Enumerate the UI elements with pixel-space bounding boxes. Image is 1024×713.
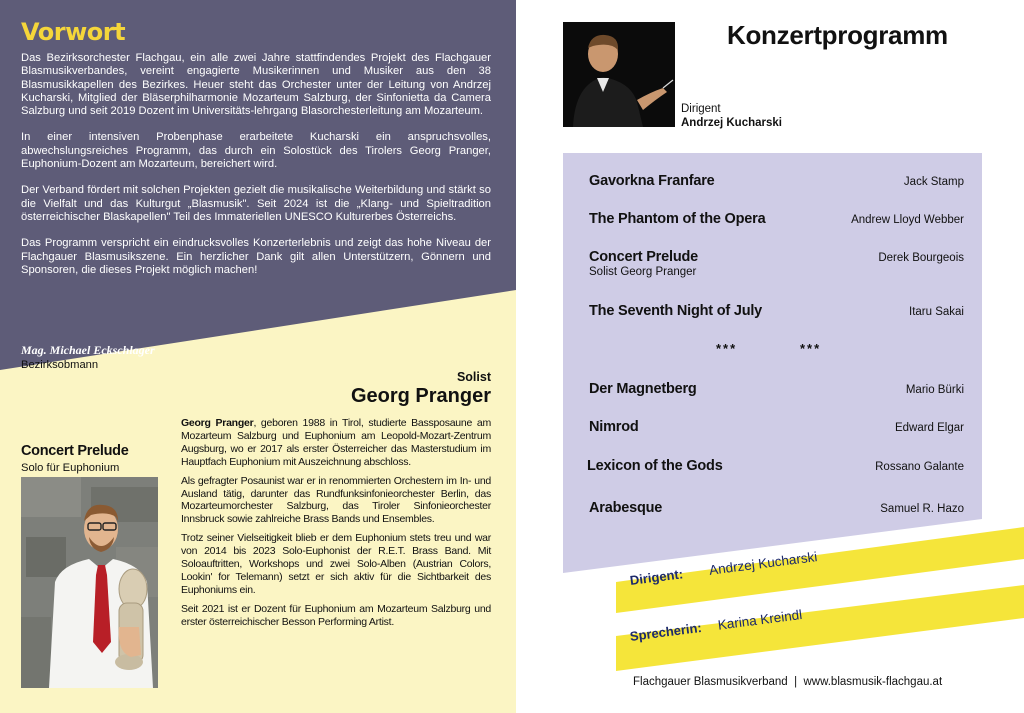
solist-biography — [181, 417, 491, 635]
piece-composer: Derek Bourgeois — [878, 252, 964, 264]
program-item-3 — [589, 249, 964, 278]
dirigent-label: Dirigent — [681, 103, 721, 115]
signature — [21, 343, 155, 371]
bio-paragraph-3: Trotz seiner Vielseitigkeit blieb er dem Euphonium stets treu und war von 2014 bis 2023 Solo-Euphonist der R.E.T. Brass Band. Mit Soloauftritten, Workshops und zwei Solo-Alben (Austrian Colors, Lookin' for Telemann) setzt er sich aktiv für die Sichtbarkeit des Euphoniums ein. — [181, 532, 491, 596]
piece-composer: Samuel R. Hazo — [880, 503, 964, 515]
solist-photo — [21, 477, 158, 688]
solist-photo-illustration — [21, 477, 158, 688]
dirigent-caption — [681, 102, 782, 130]
piece-title-group — [589, 249, 698, 278]
page-title: Konzertprogramm — [727, 20, 948, 50]
bio-paragraph-2: Als gefragter Posaunist war er in renommierten Orchestern im In- und Ausland tätig, darunter das Rundfunksinfonieorchester Berlin, das Mozarteumorchester Salzburg, das Tiroler Sinfonieorchester Innsbruck sowie zahlreiche Brass Bands und Ensembles. — [181, 474, 491, 526]
vorwort-paragraph-3: Der Verband fördert mit solchen Projekten gezielt die musikalische Weiterbildung und stärkt so die Vielfalt und das Kulturgut „Blasmusik". Seit 2024 ist die „Klang- und Spieltradition österreichischer Blaskapellen" Teil des Immateriellen UNESCO Kulturerbes Österreichs. — [21, 184, 491, 223]
footer: Flachgauer Blasmusikverband | www.blasmusik-flachgau.at — [633, 676, 943, 688]
credit-sprecherin-label: Sprecherin: — [628, 619, 703, 644]
piece-title: Der Magnetberg — [589, 381, 697, 397]
piece-title: Concert Prelude — [589, 249, 698, 265]
program-item-2 — [589, 211, 964, 227]
prelude-title: Concert Prelude — [21, 443, 129, 459]
credit-dirigent-label: Dirigent: — [628, 566, 684, 588]
program-item-1 — [589, 173, 964, 189]
program-item-7 — [587, 458, 964, 474]
credit-dirigent-value: Andrzej Kucharski — [708, 549, 819, 578]
piece-composer: Rossano Galante — [875, 461, 964, 473]
piece-title: The Seventh Night of July — [589, 303, 763, 319]
piece-title: Arabesque — [589, 500, 663, 516]
separator-right: *** — [800, 341, 822, 356]
dirigent-name: Andrzej Kucharski — [681, 117, 782, 129]
program-item-4 — [589, 303, 964, 319]
solist-name: Georg Pranger — [350, 385, 491, 407]
piece-title: Gavorkna Franfare — [589, 173, 715, 189]
separator-left: *** — [716, 341, 738, 356]
signature-role: Bezirksobmann — [21, 359, 99, 371]
solist-header — [351, 370, 491, 408]
prelude-subtitle: Solo für Euphonium — [21, 462, 120, 474]
piece-composer: Jack Stamp — [903, 176, 964, 188]
vorwort-paragraph-4: Das Programm verspricht ein eindrucksvolles Konzerterlebnis und zeigt das hohe Niveau der Flachgauer Blasmusikszene. Ein herzlicher Dank gilt allen Unterstützern, Gönnern und Sponsoren, die dieses Projekt möglich machen! — [21, 237, 491, 276]
vorwort-title: Vorwort — [21, 18, 126, 46]
vorwort-section — [21, 18, 491, 290]
credit-sprecherin-value: Karina Kreindl — [716, 607, 803, 633]
piece-composer: Andrew Lloyd Webber — [851, 214, 964, 226]
program-item-6 — [589, 419, 964, 435]
program-item-5 — [589, 381, 964, 397]
piece-title: Lexicon of the Gods — [587, 458, 723, 474]
piece-composer: Itaru Sakai — [909, 306, 964, 318]
bio-paragraph-4: Seit 2021 ist er Dozent für Euphonium am Mozarteum Salzburg und erster österreichischer Besson Performing Artist. — [181, 602, 491, 628]
bio-lead-name: Georg Pranger — [181, 417, 254, 429]
bio-first-text: , geboren 1988 in Tirol, studierte Bassposaune am Mozarteum Salzburg und Euphonium am Leopold-Mozart-Zentrum Augsburg, wo er 2017 als erster Österreicher das Masterstudium im Hauptfach Euphonium mit Auszeichnung abschloss. — [181, 417, 491, 468]
piece-subtitle: Solist Georg Pranger — [589, 266, 697, 278]
program-item-8 — [589, 500, 964, 516]
concert-prelude-caption — [21, 443, 129, 474]
piece-composer: Edward Elgar — [894, 422, 964, 434]
bio-paragraph-1 — [181, 417, 491, 469]
dirigent-photo-illustration — [563, 22, 675, 127]
vorwort-paragraph-1: Das Bezirksorchester Flachgau, ein alle zwei Jahre stattfindendes Projekt des Flachgauer Blasmusikverbandes, vereint engagierte Musikerinnen und Musiker aus den 38 Blasmusikkapellen des Bezirkes. Heuer steht das Orchester unter der Leitung von Andrzej Kucharski, Mitglied der Bläserphilharmonie Mozarteum Salzburg, der Sinfonietta da Camera Salzburg und seit 2019 Dozent im Universitäts-lehrgang Blasorchesterleitung am Mozarteum. — [21, 52, 491, 118]
piece-composer: Mario Bürki — [905, 384, 964, 396]
vorwort-paragraph-2: In einer intensiven Probenphase erarbeitete Kucharski ein anspruchsvolles, abwechslungsreiches Programm, das durch ein Solostück des Tirolers Georg Pranger, Euphonium-Dozent am Mozarteum, bereichert wird. — [21, 131, 491, 171]
signature-name: Mag. Michael Eckschlager — [21, 343, 155, 357]
piece-title: Nimrod — [589, 419, 639, 435]
piece-title: The Phantom of the Opera — [589, 211, 766, 227]
dirigent-photo — [563, 22, 675, 127]
solist-label: Solist — [456, 370, 491, 384]
